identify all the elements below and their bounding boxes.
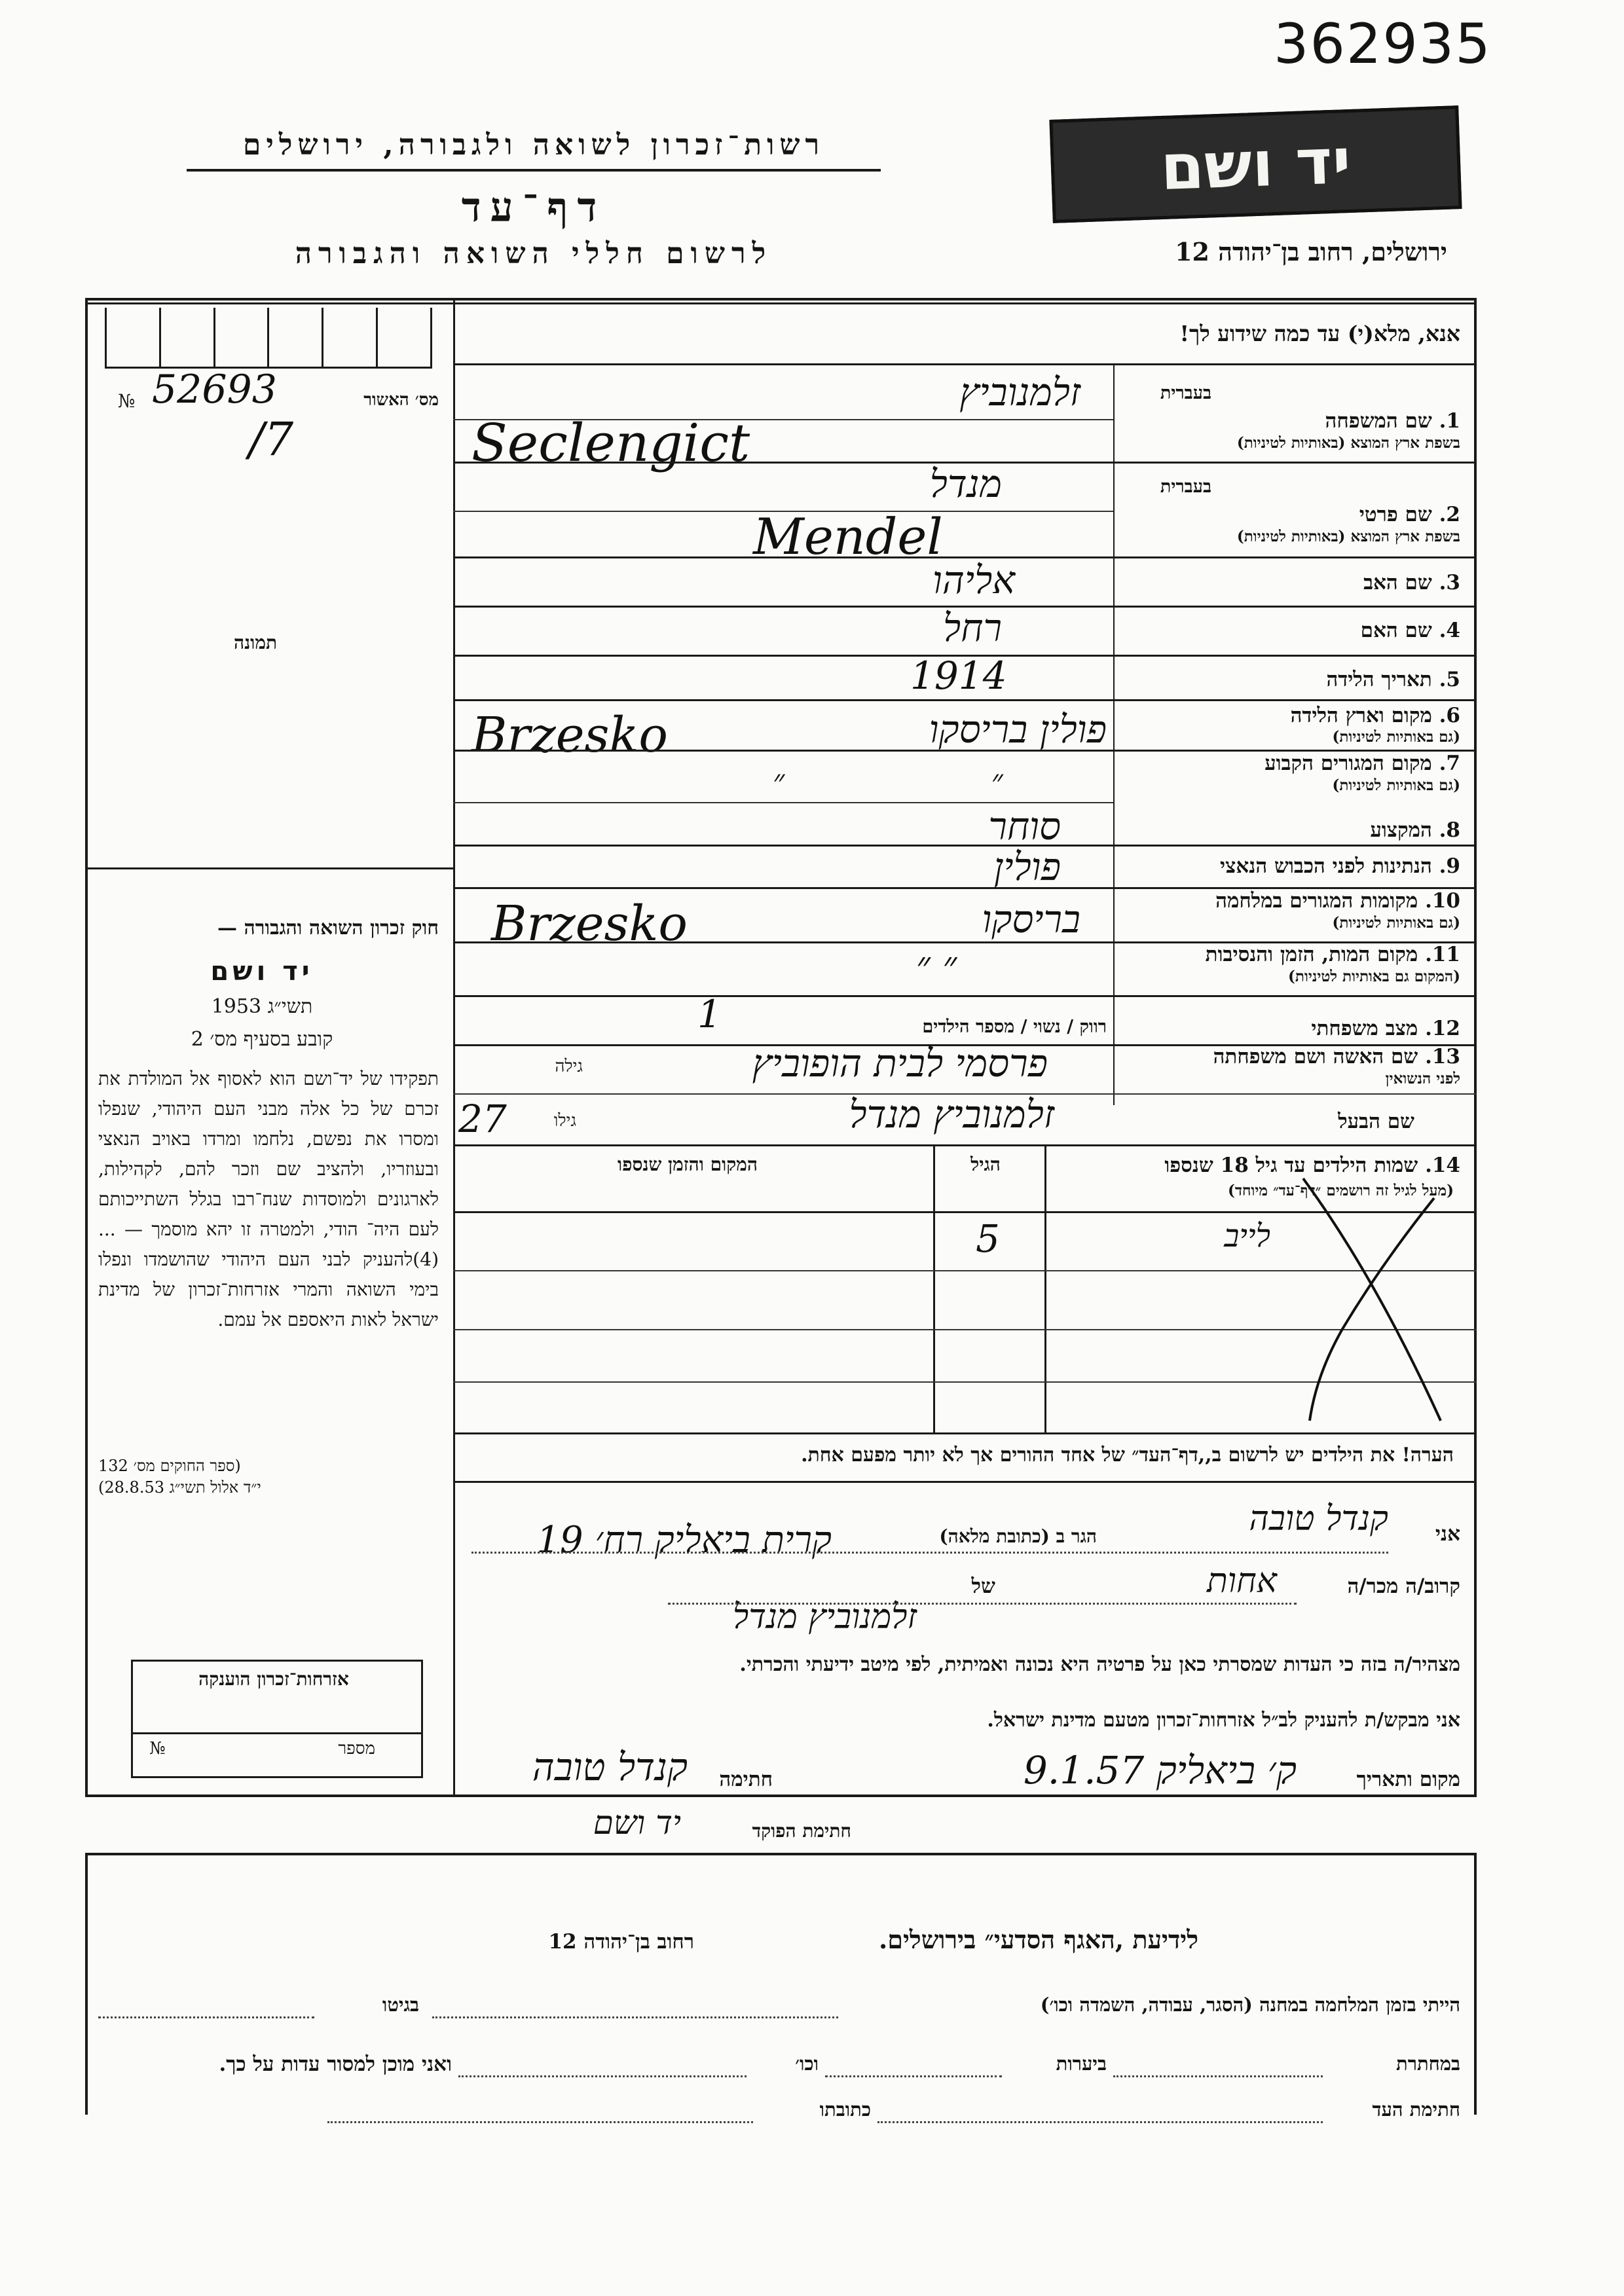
org-line: רשות־זכרון לשואה ולגבורה, ירושלים	[242, 128, 825, 162]
given-name-hebrew-sub: בעברית	[1160, 477, 1211, 497]
husband-age-value: 27	[458, 1097, 507, 1141]
footer-camp-text: הייתי בזמן המלחמה במחנה (הסגר, עבודה, השמדה וכו׳)	[1040, 1994, 1460, 2016]
relation-label: קרוב/ה מכר/ה	[1347, 1575, 1460, 1598]
footer-ghetto-text: בגיטו	[382, 1994, 419, 2016]
of-label: של	[971, 1575, 995, 1598]
birth-date-value: 1914	[910, 653, 1007, 698]
citizenship-box-title: אזרחות־זכרון הוענקה	[198, 1668, 349, 1690]
birth-date-label: 5. תאריך הלידה	[1326, 668, 1460, 691]
wife-name-value: פרסמי לבית הופוביץ	[752, 1041, 1048, 1085]
declarant-label: אני	[1435, 1522, 1460, 1546]
footer-witness-sig-label: חתימת העד	[1372, 2098, 1460, 2121]
logo-text: יד ושם	[1159, 124, 1352, 205]
given-name-latin-value: Mendel	[753, 507, 943, 566]
photo-label: תמונה	[233, 632, 278, 653]
relation-line	[668, 1603, 1297, 1605]
given-name-latin-sub: בשפת ארץ המוצא (באותיות לטיניות)	[1236, 528, 1460, 545]
citizenship-box	[131, 1660, 423, 1778]
children-strikeout-mark	[1283, 1159, 1454, 1440]
child-name-value: לייב	[1224, 1218, 1270, 1254]
children-sub: (מעל לגיל זה רושמים ״דף־עד״ מיוחד)	[1227, 1182, 1454, 1199]
registration-no-sign: №	[118, 390, 136, 412]
children-count-value: 1	[697, 992, 722, 1036]
footer-address-line	[327, 2121, 753, 2123]
registration-suffix: /7	[249, 412, 294, 466]
residence-sub: (גם באותיות לטיניות)	[1332, 776, 1460, 794]
wife-name-sub: לפני הנשואין	[1385, 1070, 1460, 1087]
given-name-label: 2. שם פרטי	[1359, 503, 1460, 526]
declarant-address-value: קרית ביאליק רח׳ 19	[536, 1519, 832, 1561]
document-number: 362935	[1274, 12, 1492, 76]
wife-name-label: 13. שם האשה ושם משפחתה	[1213, 1045, 1460, 1068]
birthplace-latin-value: Brzesko	[471, 707, 668, 763]
residence-label: 7. מקום המגורים הקבוע	[1264, 752, 1460, 775]
family-name-latin-value: Seclengict	[471, 412, 750, 473]
place-date-label: מקום ותאריך	[1356, 1768, 1460, 1791]
instruction-rule	[453, 363, 1477, 365]
law-logo	[196, 955, 327, 989]
footer-address-label: כתובתו	[819, 2098, 871, 2121]
children-age-header: הגיל	[970, 1154, 1001, 1175]
footer-ghetto-line	[98, 2016, 314, 2018]
instruction-text: אנא, מלא(י) עד כמה שידוע לך!	[1179, 321, 1460, 346]
officer-label: חתימת הפוקד	[752, 1820, 851, 1842]
footer-underground-text: במחתרת	[1396, 2052, 1460, 2075]
of-person-value: זלמנוביץ מנדל	[732, 1597, 917, 1637]
registration-label: מס׳ האשור	[363, 390, 439, 410]
nationality-value: פולין	[993, 845, 1061, 889]
row-husband-rule	[453, 1144, 1477, 1146]
law-logo-text: יד ושם	[210, 957, 314, 987]
law-clause: קובע בסעיף מס׳ 2	[191, 1028, 333, 1051]
wartime-residence-hebrew-value: בריסקו	[982, 897, 1080, 941]
birthplace-label: 6. מקום וארץ הלידה	[1290, 704, 1460, 727]
citizenship-box-no-sign: №	[149, 1739, 166, 1758]
registration-number: 52693	[152, 367, 277, 412]
form-subtitle: לרשום חללי השואה והגבורה	[295, 237, 773, 270]
father-name-value: אליהו	[932, 558, 1015, 602]
marital-options-text: רווק / נשוי / מספר הילדים	[922, 1017, 1107, 1037]
officer-signature-value: יד ושם	[593, 1804, 681, 1842]
place-date-value: ק׳ ביאליק 9.1.57	[1023, 1748, 1297, 1793]
children-bottom-rule	[453, 1432, 1477, 1434]
wife-age-label: גילה	[555, 1057, 583, 1076]
death-place-label: 11. מקום המות, הזמן והנסיבות	[1205, 943, 1460, 966]
id-digit-boxes	[105, 308, 432, 369]
note-rule	[453, 1481, 1477, 1483]
husband-age-label: גילו	[553, 1111, 576, 1131]
family-name-hebrew-sub: בעברית	[1160, 383, 1211, 403]
husband-name-value: זלמנוביץ מנדל	[849, 1092, 1054, 1137]
footer-title: לידיעת ,האגף הסדעי״ בירושלים.	[879, 1925, 1198, 1954]
footer-witness-sig-line	[877, 2121, 1323, 2123]
occupation-value: סוחר	[988, 804, 1061, 848]
citizenship-box-number-label: מספר	[338, 1739, 375, 1758]
husband-name-label: שם הבעל	[1338, 1110, 1414, 1133]
footer-address: רחוב בן־יהודה 12	[548, 1930, 694, 1954]
footer-etc-line	[458, 2075, 747, 2077]
org-underline	[187, 169, 881, 172]
declarant-name-value: קנדל טובה	[1249, 1499, 1388, 1539]
family-name-latin-sub: בשפת ארץ המוצא (באותיות לטיניות)	[1236, 434, 1460, 452]
law-panel-top-rule	[85, 867, 453, 869]
death-place-value: ״ ״	[915, 943, 957, 987]
header-address: ירושלים, רחוב בן־יהודה 12	[1175, 237, 1447, 266]
main-column-divider	[453, 300, 455, 1796]
birthplace-sub: (גם באותיות לטיניות)	[1332, 728, 1460, 746]
frame-inner-top	[85, 302, 1477, 304]
footer-forests-text: ביערות	[1056, 2052, 1107, 2075]
law-text: תפקידו של יד־ושם הוא לאסוף אל המולדת את זכרם של כל אלה מבני העם היהודי, שנפלו ומסרו את נפשם, נלחמו ומרדו באויב הנאצי ובעוזריו, ולהציב שם וזכר להם, לקהילות, לארגונים ולמוסדות שנח־רבו בגלל השתייכותם לעם היה־ הודי, ולמטרה זו יהא מוסמך — ...(4)להעניק לבני העם היהודי שהושמדו ונפלו בימי השואה והמרי אזרחות־זכרון של מדינת ישראל לאות היאספם אל עמם.	[98, 1068, 439, 1330]
footer-testify-text: ואני מוכן למסור עדות על כך.	[219, 2052, 452, 2076]
given-name-hebrew-value: מנדל	[929, 462, 1002, 506]
signature-value: קנדל טובה	[532, 1745, 688, 1789]
mother-name-value: רחל	[943, 606, 1002, 650]
row11-rule	[453, 995, 1477, 997]
resides-label: הגר ב (כתובת מלאה)	[939, 1525, 1097, 1547]
wartime-residence-latin-value: Brzesko	[491, 896, 688, 952]
marital-status-label: 12. מצב משפחתי	[1311, 1017, 1460, 1040]
mother-name-label: 4. שם האם	[1360, 619, 1460, 642]
child-age-value: 5	[976, 1216, 1000, 1261]
father-name-label: 3. שם האב	[1363, 571, 1460, 594]
birthplace-hebrew-value: פולין בריסקו	[929, 707, 1107, 752]
footer-forests-line	[825, 2075, 1002, 2077]
footer-underground-line	[1113, 2075, 1323, 2077]
citizenship-request: אני מבקש/ת להעניק לב״ל אזרחות־זכרון מטעם מדינת ישראל.	[987, 1709, 1460, 1732]
occupation-label: 8. המקצוע	[1370, 818, 1460, 842]
relation-value: אחות	[1207, 1561, 1277, 1601]
children-label: 14. שמות הילדים עד גיל 18 שנספו	[1164, 1154, 1460, 1177]
declaration-statement: מצהיר/ה בזה כי העדות שמסרתי כאן על פרטיה היא נכונה ואמיתית, לפי מיטב ידיעתי והכרתי.	[739, 1653, 1460, 1676]
wartime-residence-sub: (גם באותיות לטיניות)	[1332, 914, 1460, 932]
footer-etc-text: וכו׳	[795, 2052, 819, 2075]
children-col2	[1044, 1144, 1046, 1432]
children-note: הערה! את הילדים יש לרשום ב,,דף־העד״ של אחד ההורים אך לא יותר מפעם אחת.	[801, 1444, 1454, 1467]
children-col1	[933, 1144, 935, 1432]
law-title: חוק זכרון השואה והגבורה —	[217, 917, 439, 939]
law-source-date: י״ד אלול תשי״ג 28.8.53)	[98, 1478, 261, 1497]
label-column-divider	[1113, 365, 1115, 1105]
residence-value: ״ ״	[773, 763, 1101, 799]
law-source: (ספר החוקים מס׳ 132	[98, 1457, 241, 1475]
wartime-residence-label: 10. מקומות המגורים במלחמה	[1215, 889, 1460, 913]
family-name-hebrew-value: זלמנוביץ	[959, 370, 1080, 414]
law-year: תשי״ג 1953	[211, 995, 313, 1018]
form-title: דף־עד	[461, 183, 606, 231]
declarant-line	[471, 1552, 1388, 1554]
family-name-label: 1. שם המשפחה	[1325, 409, 1460, 433]
death-place-sub: (המקום גם באותיות לטיניות)	[1288, 968, 1460, 985]
signature-label: חתימה	[719, 1768, 773, 1791]
row5-rule	[453, 699, 1477, 701]
footer-camp-line	[432, 2016, 838, 2018]
yad-vashem-logo	[1049, 105, 1462, 223]
children-place-header: המקום והזמן שנספו	[618, 1154, 758, 1175]
row7-mid-rule	[453, 802, 1113, 803]
nationality-label: 9. הנתינות לפני הכבוש הנאצי	[1220, 854, 1460, 878]
